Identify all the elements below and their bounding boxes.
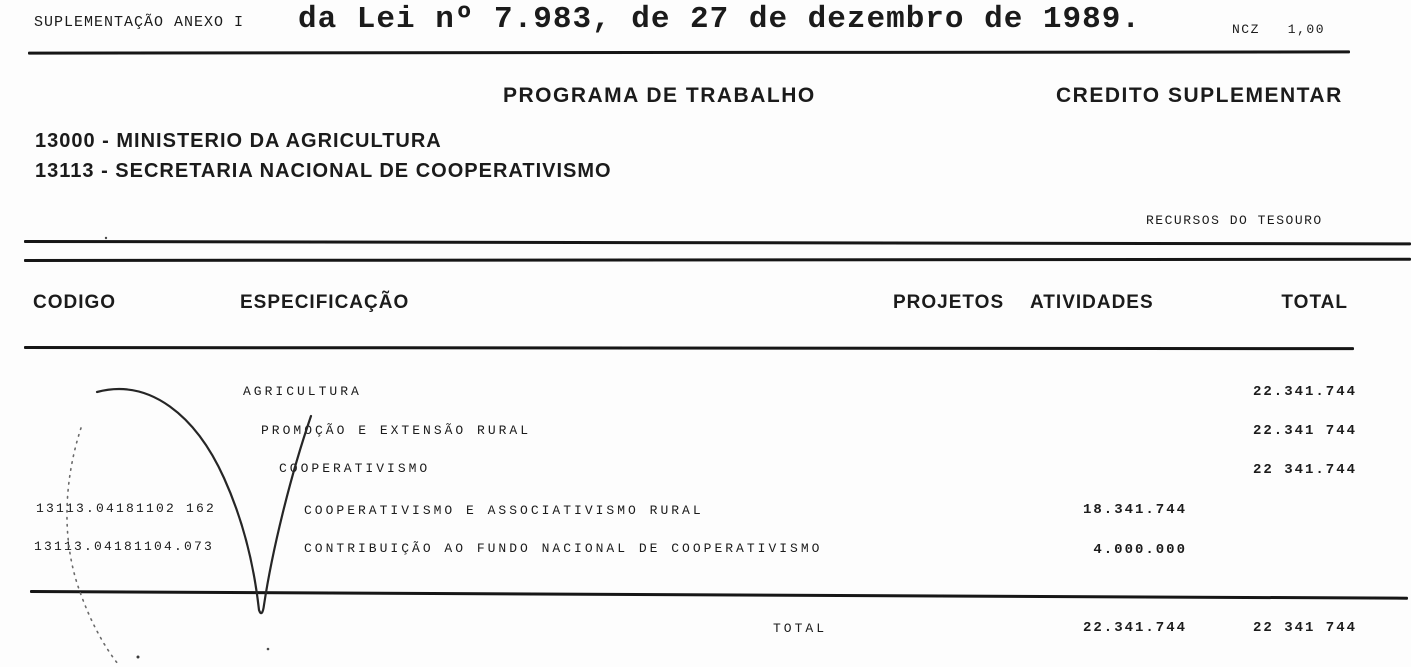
col-header-codigo: CODIGO [33,292,117,313]
scan-speck [137,656,140,659]
col-header-atividades: ATIVIDADES [1030,292,1154,313]
org-line-secretaria: 13113 - SECRETARIA NACIONAL DE COOPERATIVISMO [35,160,612,182]
annotation-top-left: SUPLEMENTAÇÃO ANEXO I [34,14,245,31]
org-line-ministry: 13000 - MINISTERIO DA AGRICULTURA [35,130,442,152]
table-row-total-value: 22.341 744 [1252,423,1357,439]
table-row-atividades-value: 18.341.744 [1082,502,1187,518]
table-row-especificacao: COOPERATIVISMO [279,461,431,476]
scan-speck [105,237,107,239]
total-row-atividades-value: 22.341.744 [1082,620,1187,636]
table-row-especificacao: AGRICULTURA [243,384,362,399]
credit-heading: CREDITO SUPLEMENTAR [1056,84,1343,107]
law-title: da Lei nº 7.983, de 27 de dezembro de 1989. [298,2,1141,37]
col-header-total: TOTAL [1281,292,1348,313]
currency-note: NCZ 1,00 [1232,22,1326,37]
col-header-especificacao: ESPECIFICAÇÃO [240,292,410,313]
table-row-total-value: 22.341.744 [1252,384,1357,400]
col-header-projetos: PROJETOS [893,292,1005,313]
table-row-especificacao: COOPERATIVISMO E ASSOCIATIVISMO RURAL [304,503,704,518]
total-row-total-value: 22 341 744 [1252,620,1357,636]
rule-under-headers [24,346,1354,350]
resources-note: RECURSOS DO TESOURO [1146,213,1323,228]
table-row-atividades-value: 4.000.000 [1093,542,1187,558]
program-heading: PROGRAMA DE TRABALHO [503,84,816,107]
rule-double-2 [24,258,1411,262]
table-row-codigo: 13113.04181104.073 [34,539,215,554]
table-row-especificacao: PROMOÇÃO E EXTENSÃO RURAL [261,423,532,438]
total-row-label: TOTAL [773,621,828,636]
table-row-especificacao: CONTRIBUIÇÃO AO FUNDO NACIONAL DE COOPERATIVISMO [304,541,823,556]
table-row-total-value: 22 341.744 [1252,462,1357,478]
rule-above-total [30,590,1408,599]
rule-double-1 [24,240,1411,245]
rule-top [28,50,1350,54]
table-row-codigo: 13113.04181102 162 [36,501,217,516]
scan-speck [267,648,270,651]
